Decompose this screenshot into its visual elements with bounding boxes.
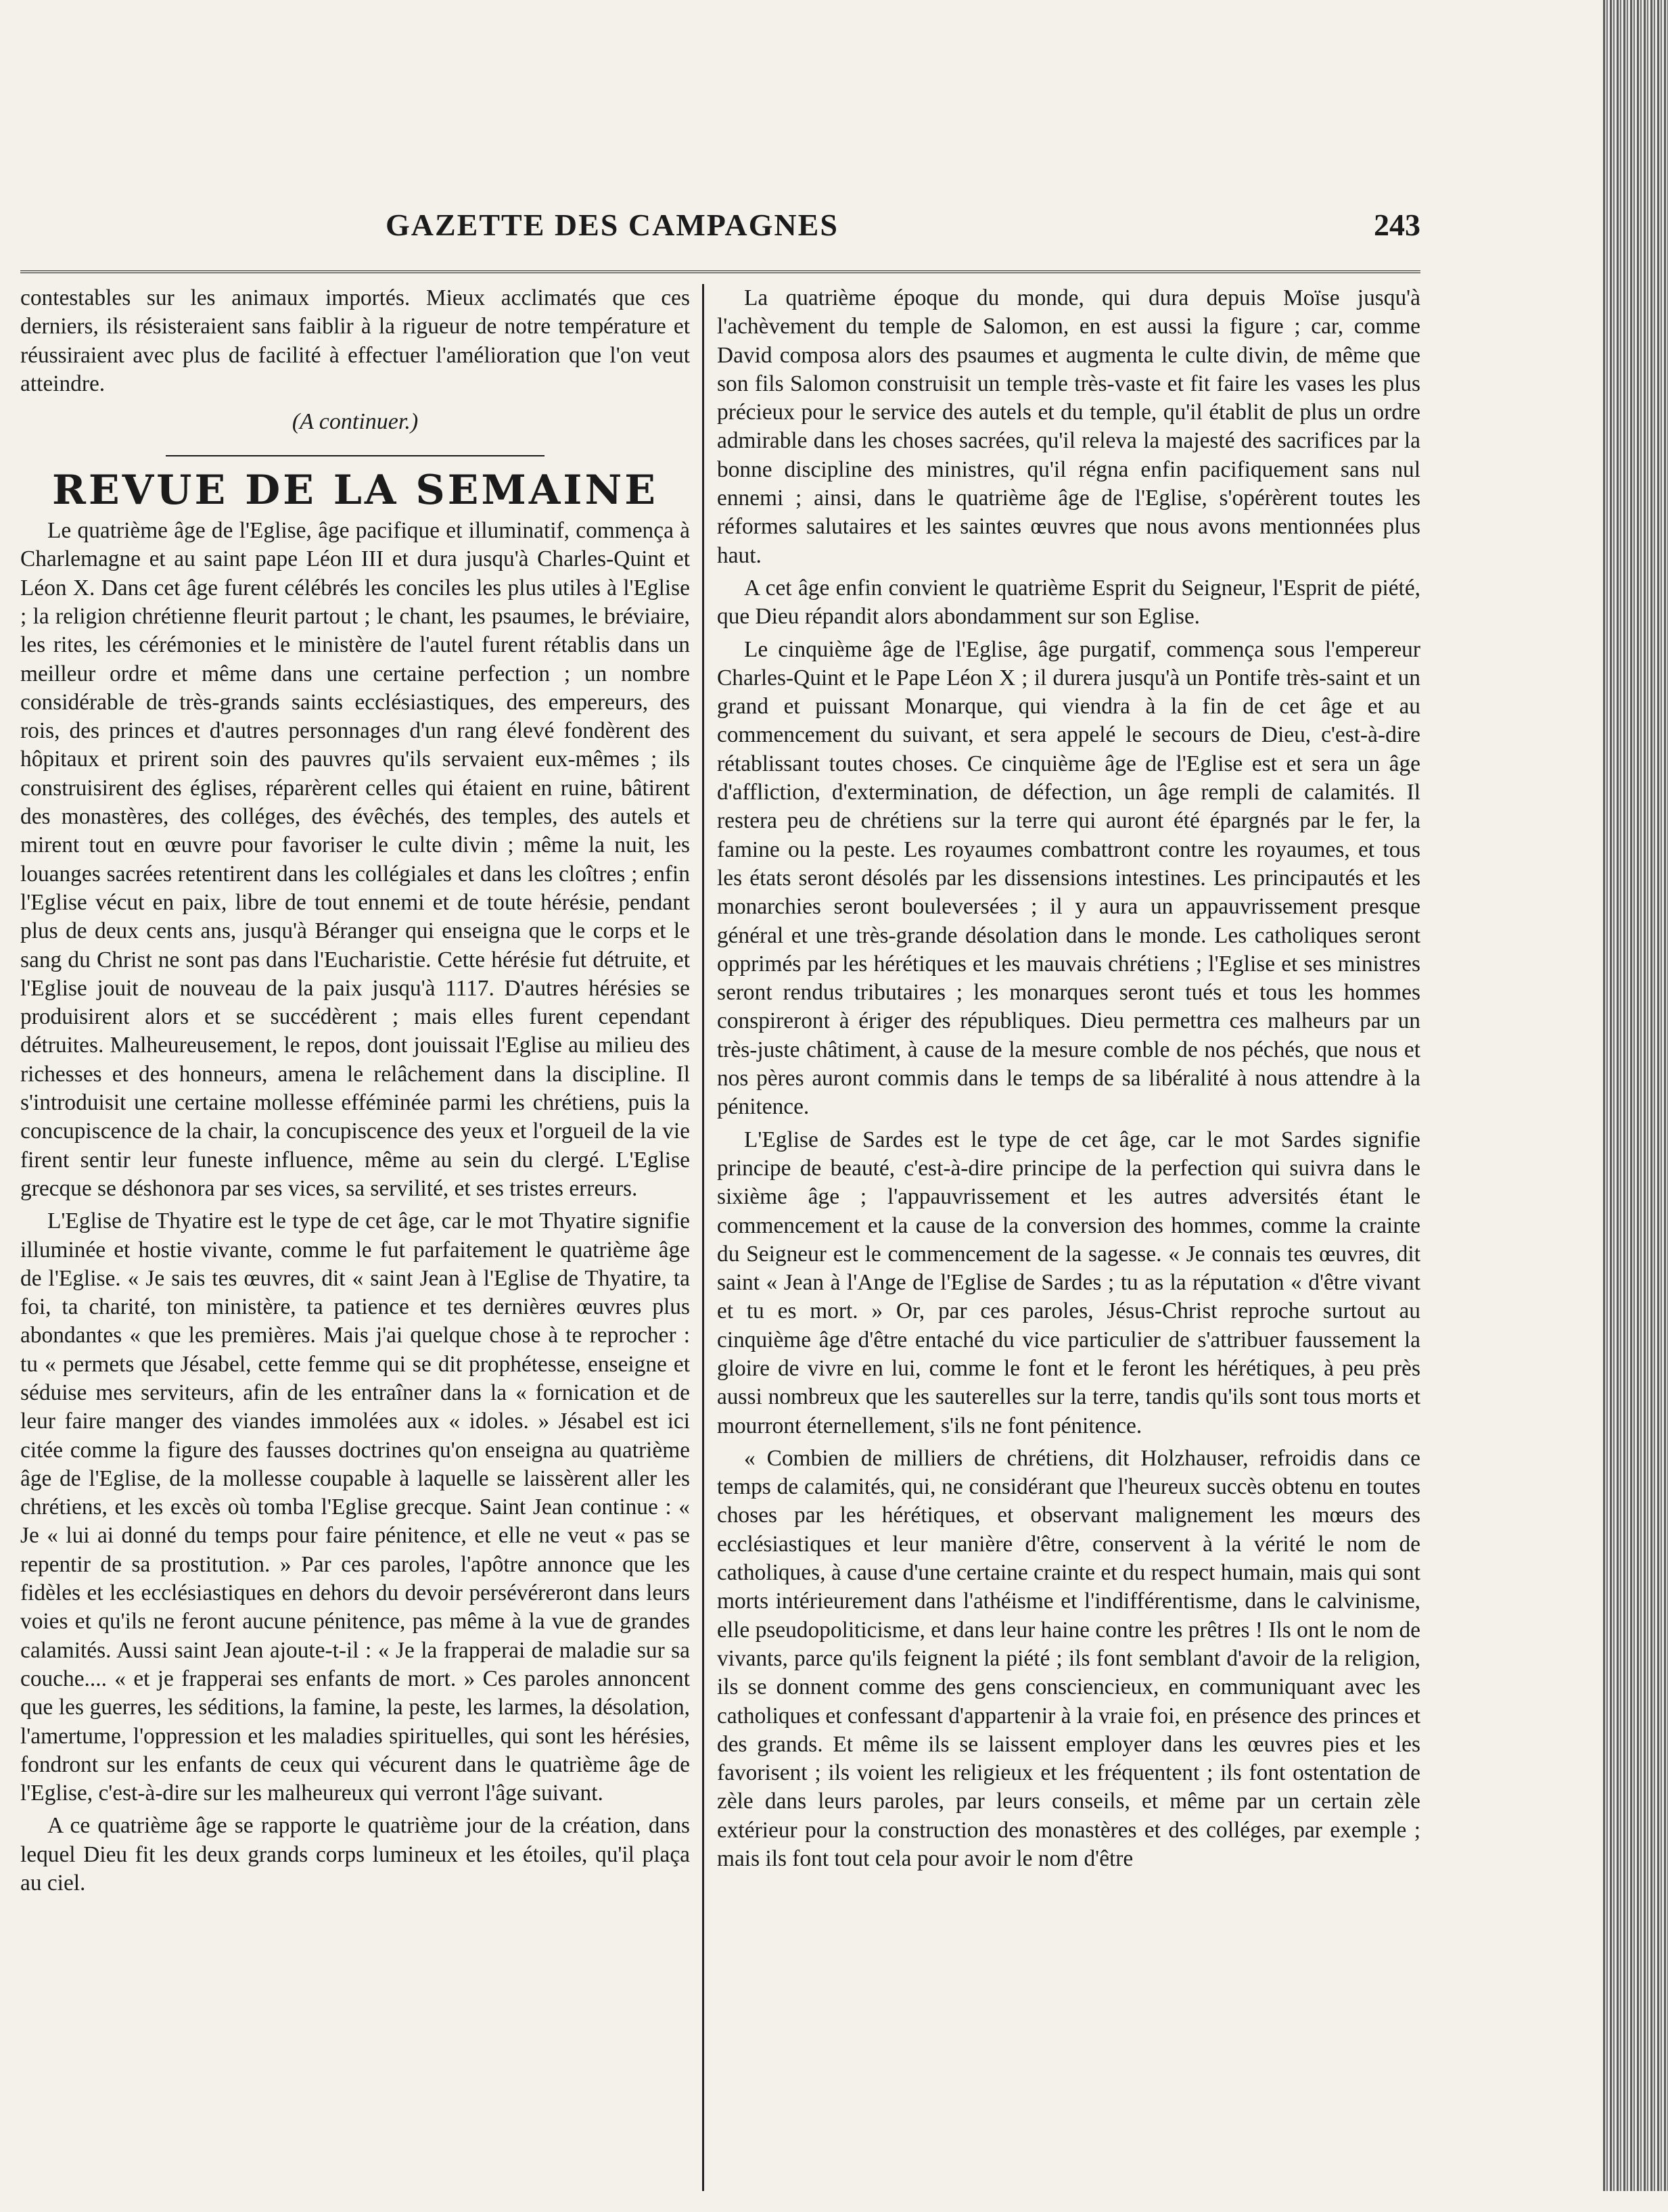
scanned-binding-edge <box>1603 0 1668 2212</box>
paragraph: Le quatrième âge de l'Eglise, âge pacifique et illuminatif, commença à Charlemagne et au saint pape Léon III et dura jusqu'à Charles-Quint et Léon X. Dans cet âge furent célébrés les conciles les plus utiles à l'Eglise ; la religion chrétienne fleurit partout ; le chant, les psaumes, le bréviaire, les rites, les cérémonies et le ministère de l'autel furent rétablis dans un meilleur ordre et même dans une certaine perfection ; un nombre considérable de très-grands saints ecclésiastiques, des empereurs, des rois, des princes et d'autres personnages d'un rang élevé fondèrent des hôpitaux et prirent soin des pauvres qu'ils servaient eux-mêmes ; ils construisirent des églises, réparèrent celles qui étaient en ruine, bâtirent des monastères, des colléges, des évêchés, des temples, des autels et mirent tout en œuvre pour favoriser le culte divin ; même la nuit, les louanges sacrées retentirent dans les collégiales et dans les cloîtres ; enfin l'Eglise vécut en paix, libre de tout ennemi et de toute hérésie, pendant plus de deux cents ans, jusqu'à Béranger qui enseigna que le corps et le sang du Christ ne sont pas dans l'Eucharistie. Cette hérésie fut détruite, et l'Eglise jouit de nouveau de la paix jusqu'à 1117. D'autres hérésies se produisirent alors et se succédèrent ; mais elles furent cependant détruites. Malheureusement, le repos, dont jouissait l'Eglise au milieu des richesses et des honneurs, amena le relâchement dans la discipline. Il s'introduisit une certaine mollesse efféminée parmi les chrétiens, puis la concupiscence de la chair, la concupiscence des yeux et l'orgueil de la vie firent sentir leur funeste influence, même au sein du clergé. L'Eglise grecque se déshonora par ses vices, sa servilité, et ses tristes erreurs. <box>20 518 690 1201</box>
paragraph-continuation: contestables sur les animaux importés. Mieux acclimatés que ces derniers, ils résisteraient sans faiblir à la rigueur de notre température et réussiraient avec plus de facilité à effectuer l'amélioration que l'on veut atteindre. <box>20 285 690 396</box>
left-column <box>20 284 690 1902</box>
running-head <box>20 203 1420 250</box>
paragraph: A ce quatrième âge se rapporte le quatrième jour de la création, dans lequel Dieu fit les deux grands corps lumineux et les étoiles, qu'il plaça au ciel. <box>20 1813 690 1896</box>
page-bottom-margin <box>0 2191 1668 2212</box>
right-column <box>717 284 1420 1877</box>
page-number: 243 <box>1374 208 1420 242</box>
paragraph: L'Eglise de Sardes est le type de cet âge, car le mot Sardes signifie principe de beauté, c'est-à-dire principe de la perfection qui suivra dans le sixième âge ; l'appauvrissement et les autres adversités étant le commencement et la cause de la conversion des hommes, comme la crainte du Seigneur est le commencement de la sagesse. « Je connais tes œuvres, dit saint « Jean à l'Ange de l'Eglise de Sardes ; tu as la réputation « d'être vivant et tu es mort. » Or, par ces paroles, Jésus-Christ reproche surtout au cinquième âge d'être entaché du vice particulier de s'attribuer faussement la gloire de vivre en lui, comme le font et le feront les hérétiques, à peu près aussi nombreux que les sauterelles sur la terre, tandis qu'ils sont tous morts et mourront éternellement, s'ils ne font pénitence. <box>717 1127 1420 1438</box>
ornament-divider <box>20 440 690 469</box>
paragraph: A cet âge enfin convient le quatrième Esprit du Seigneur, l'Esprit de piété, que Dieu répandit alors abondamment sur son Eglise. <box>717 575 1420 630</box>
paragraph: « Combien de milliers de chrétiens, dit Holzhauser, refroidis dans ce temps de calamités, qui, ne considérant que l'heureux succès obtenu en toutes choses par les hérétiques, et observant malignement les mœurs des ecclésiastiques et leur manière d'être, conservent à la vérité le nom de catholiques, à cause d'une certaine crainte et du respect humain, mais qui sont morts intérieurement dans l'athéisme et l'indifférentisme, dans le calvinisme, elle pseudopoliticisme, et dans leur haine contre les prêtres ! Ils ont le nom de vivants, parce qu'ils feignent la piété ; ils font semblant d'avoir de la religion, ils se donnent comme des gens consciencieux, en communiquant avec les catholiques et confessant d'appartenir à la vraie foi, en présence des princes et des grands. Et même ils se laissent employer dans les œuvres pies et les favorisent ; ils voient les religieux et les fréquentent ; ils font ostentation de zèle dans leurs paroles, par leurs conseils, et même par un certain zèle extérieur pour la construction des monastères et des colléges, par exemple ; mais ils font tout cela pour avoir le nom d'être <box>717 1445 1420 1872</box>
newspaper-title: GAZETTE DES CAMPAGNES <box>386 208 839 242</box>
header-rule <box>20 270 1420 273</box>
continued-label: (A continuer.) <box>292 409 419 435</box>
section-title: REVUE DE LA SEMAINE <box>51 466 659 514</box>
paragraph: La quatrième époque du monde, qui dura depuis Moïse jusqu'à l'achèvement du temple de Salomon, en est aussi la figure ; car, comme David composa alors des psaumes et augmenta le culte divin, de même que son fils Salomon construisit un temple très-vaste et fit faire les vases les plus précieux pour le service des autels et du temple, qu'il établit de plus un ordre admirable dans les choses sacrées, qu'il releva la majesté des sacrifices par la bonne discipline des ministres, qu'il régna enfin pacifiquement sans nul ennemi ; ainsi, dans le quatrième âge de l'Eglise, s'opérèrent toutes les réformes salutaires et les saintes œuvres que nous avons mentionnées plus haut. <box>717 285 1420 568</box>
column-divider <box>702 284 704 2191</box>
paragraph: Le cinquième âge de l'Eglise, âge purgatif, commença sous l'empereur Charles-Quint et le Pape Léon X ; il durera jusqu'à un Pontife très-saint et un grand et puissant Monarque, qui viendra à la fin de cet âge et au commencement du suivant, et sera appelé le secours de Dieu, c'est-à-dire rétablissant toutes choses. Ce cinquième âge de l'Eglise est et sera un âge d'affliction, d'extermination, de défection, un âge rempli de calamités. Il restera peu de chrétiens sur la terre qui auront été épargnés par le fer, la famine ou la peste. Les royaumes combattront contre les royaumes, et tous les états seront désolés par les dissensions intestines. Les principautés et les monarchies seront bouleversées ; il y aura un appauvrissement presque général et une très-grande désolation dans le monde. Les catholiques seront opprimés par les hérétiques et les mauvais chrétiens ; l'Eglise et ses ministres seront rendus tributaires ; les monarques seront tués et tous les hommes conspireront à ériger des républiques. Dieu permettra ces malheurs par un très-juste châtiment, à cause de la mesure comble de nos péchés, que nous et nos pères auront commis dans le temps de sa libéralité à nous attendre à la pénitence. <box>717 636 1420 1120</box>
paragraph: L'Eglise de Thyatire est le type de cet âge, car le mot Thyatire signifie illuminée et hostie vivante, comme le fut parfaitement le quatrième âge de l'Eglise. « Je sais tes œuvres, dit « saint Jean à l'Eglise de Thyatire, ta foi, ta charité, ton ministère, ta patience et tes dernières œuvres plus abondantes « que les premières. Mais j'ai quelque chose à te reprocher : tu « permets que Jésabel, cette femme qui se dit prophétesse, enseigne et séduise mes serviteurs, afin de les entraîner dans la « fornication et de leur faire manger des viandes immolées aux « idoles. » Jésabel est ici citée comme la figure des fausses doctrines qu'on enseigna au quatrième âge de l'Eglise, de la mollesse coupable à laquelle se laissèrent aller les chrétiens, et les excès où tomba l'Eglise grecque. Saint Jean continue : « Je « lui ai donné du temps pour faire pénitence, et elle ne veut « pas se repentir de sa prostitution. » Par ces paroles, l'apôtre annonce que les fidèles et les ecclésiastiques en dehors du devoir persévéreront dans leurs voies et qu'ils ne feront aucune pénitence, pas même à la vue de grandes calamités. Aussi saint Jean ajoute-t-il : « Je la frapperai de maladie sur sa couche.... « et je frapperai ses enfants de mort. » Ces paroles annoncent que les guerres, les séditions, la famine, la peste, les larmes, la désolation, l'amertume, l'oppression et les maladies spirituelles, qui sont les hérésies, fondront sur les enfants de ceux qui vécurent dans le quatrième âge de l'Eglise, c'est-à-dire sur les malheureux qui verront l'âge suivant. <box>20 1208 690 1806</box>
